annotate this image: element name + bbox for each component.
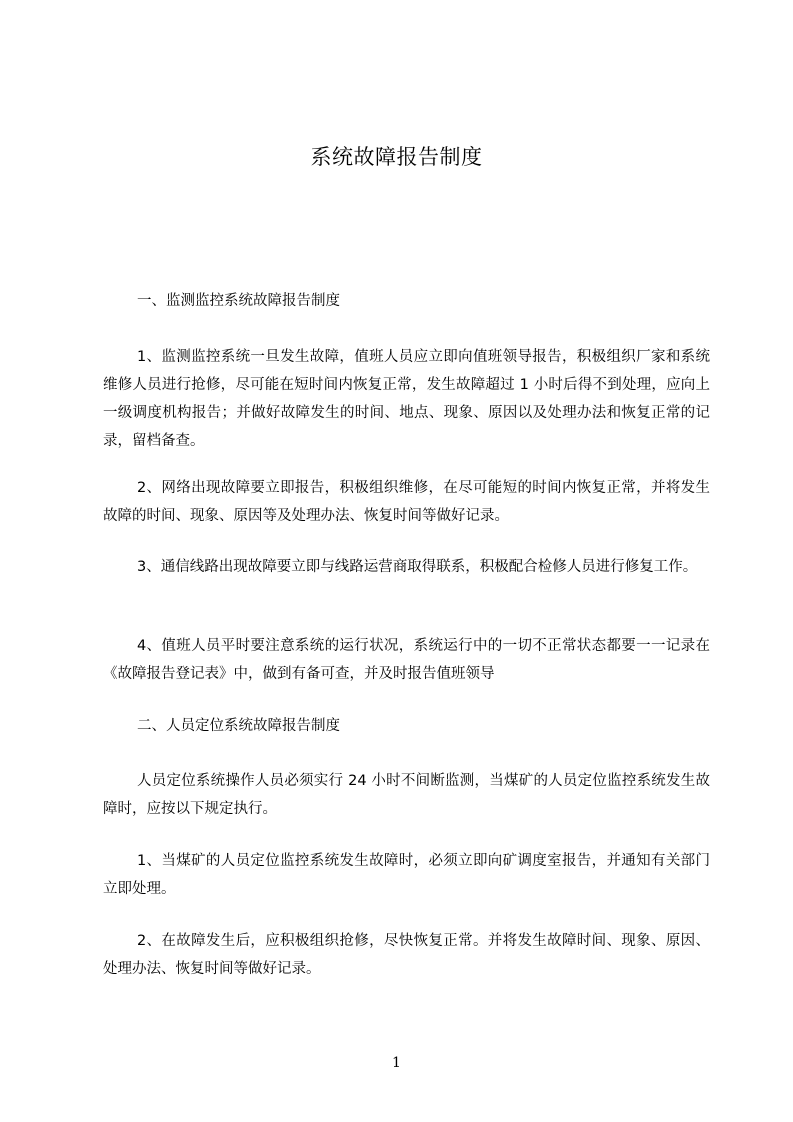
page-number: 1 (392, 1055, 401, 1071)
section1-item-2: 2、网络出现故障要立即报告，积极组织维修，在尽可能短的时间内恢复正常，并将发生故障的时间、现象、原因等及处理办法、恢复时间等做好记录。 (103, 480, 710, 524)
document-title: 系统故障报告制度 (310, 145, 483, 169)
section2-item-1: 1、当煤矿的人员定位监控系统发生故障时，必须立即向矿调度室报告，并通知有关部门立即处理。 (103, 853, 710, 897)
section2-heading: 二、人员定位系统故障报告制度 (137, 718, 340, 734)
section1-item-3: 3、通信线路出现故障要立即与线路运营商取得联系，积极配合检修人员进行修复工作。 (137, 559, 698, 575)
section1-heading: 一、监测监控系统故障报告制度 (137, 293, 340, 309)
section2-intro: 人员定位系统操作人员必须实行 24 小时不间断监测，当煤矿的人员定位监控系统发生故障时，应按以下规定执行。 (103, 773, 710, 817)
section1-item-4: 4、值班人员平时要注意系统的运行状况，系统运行中的一切不正常状态都要一一记录在《故障报告登记表》中，做到有备可查，并及时报告值班领导 (103, 638, 710, 682)
section1-item-1: 1、监测监控系统一旦发生故障，值班人员应立即向值班领导报告，积极组织厂家和系统维修人员进行抢修，尽可能在短时间内恢复正常，发生故障超过 1 小时后得不到处理，应向上一级调度机构报告；并做好故障发生的时间、地点、现象、原因以及处理办法和恢复正常的记录，留档备查。 (103, 349, 710, 449)
section2-item-2: 2、在故障发生后，应积极组织抢修，尽快恢复正常。并将发生故障时间、现象、原因、处理办法、恢复时间等做好记录。 (103, 933, 710, 977)
